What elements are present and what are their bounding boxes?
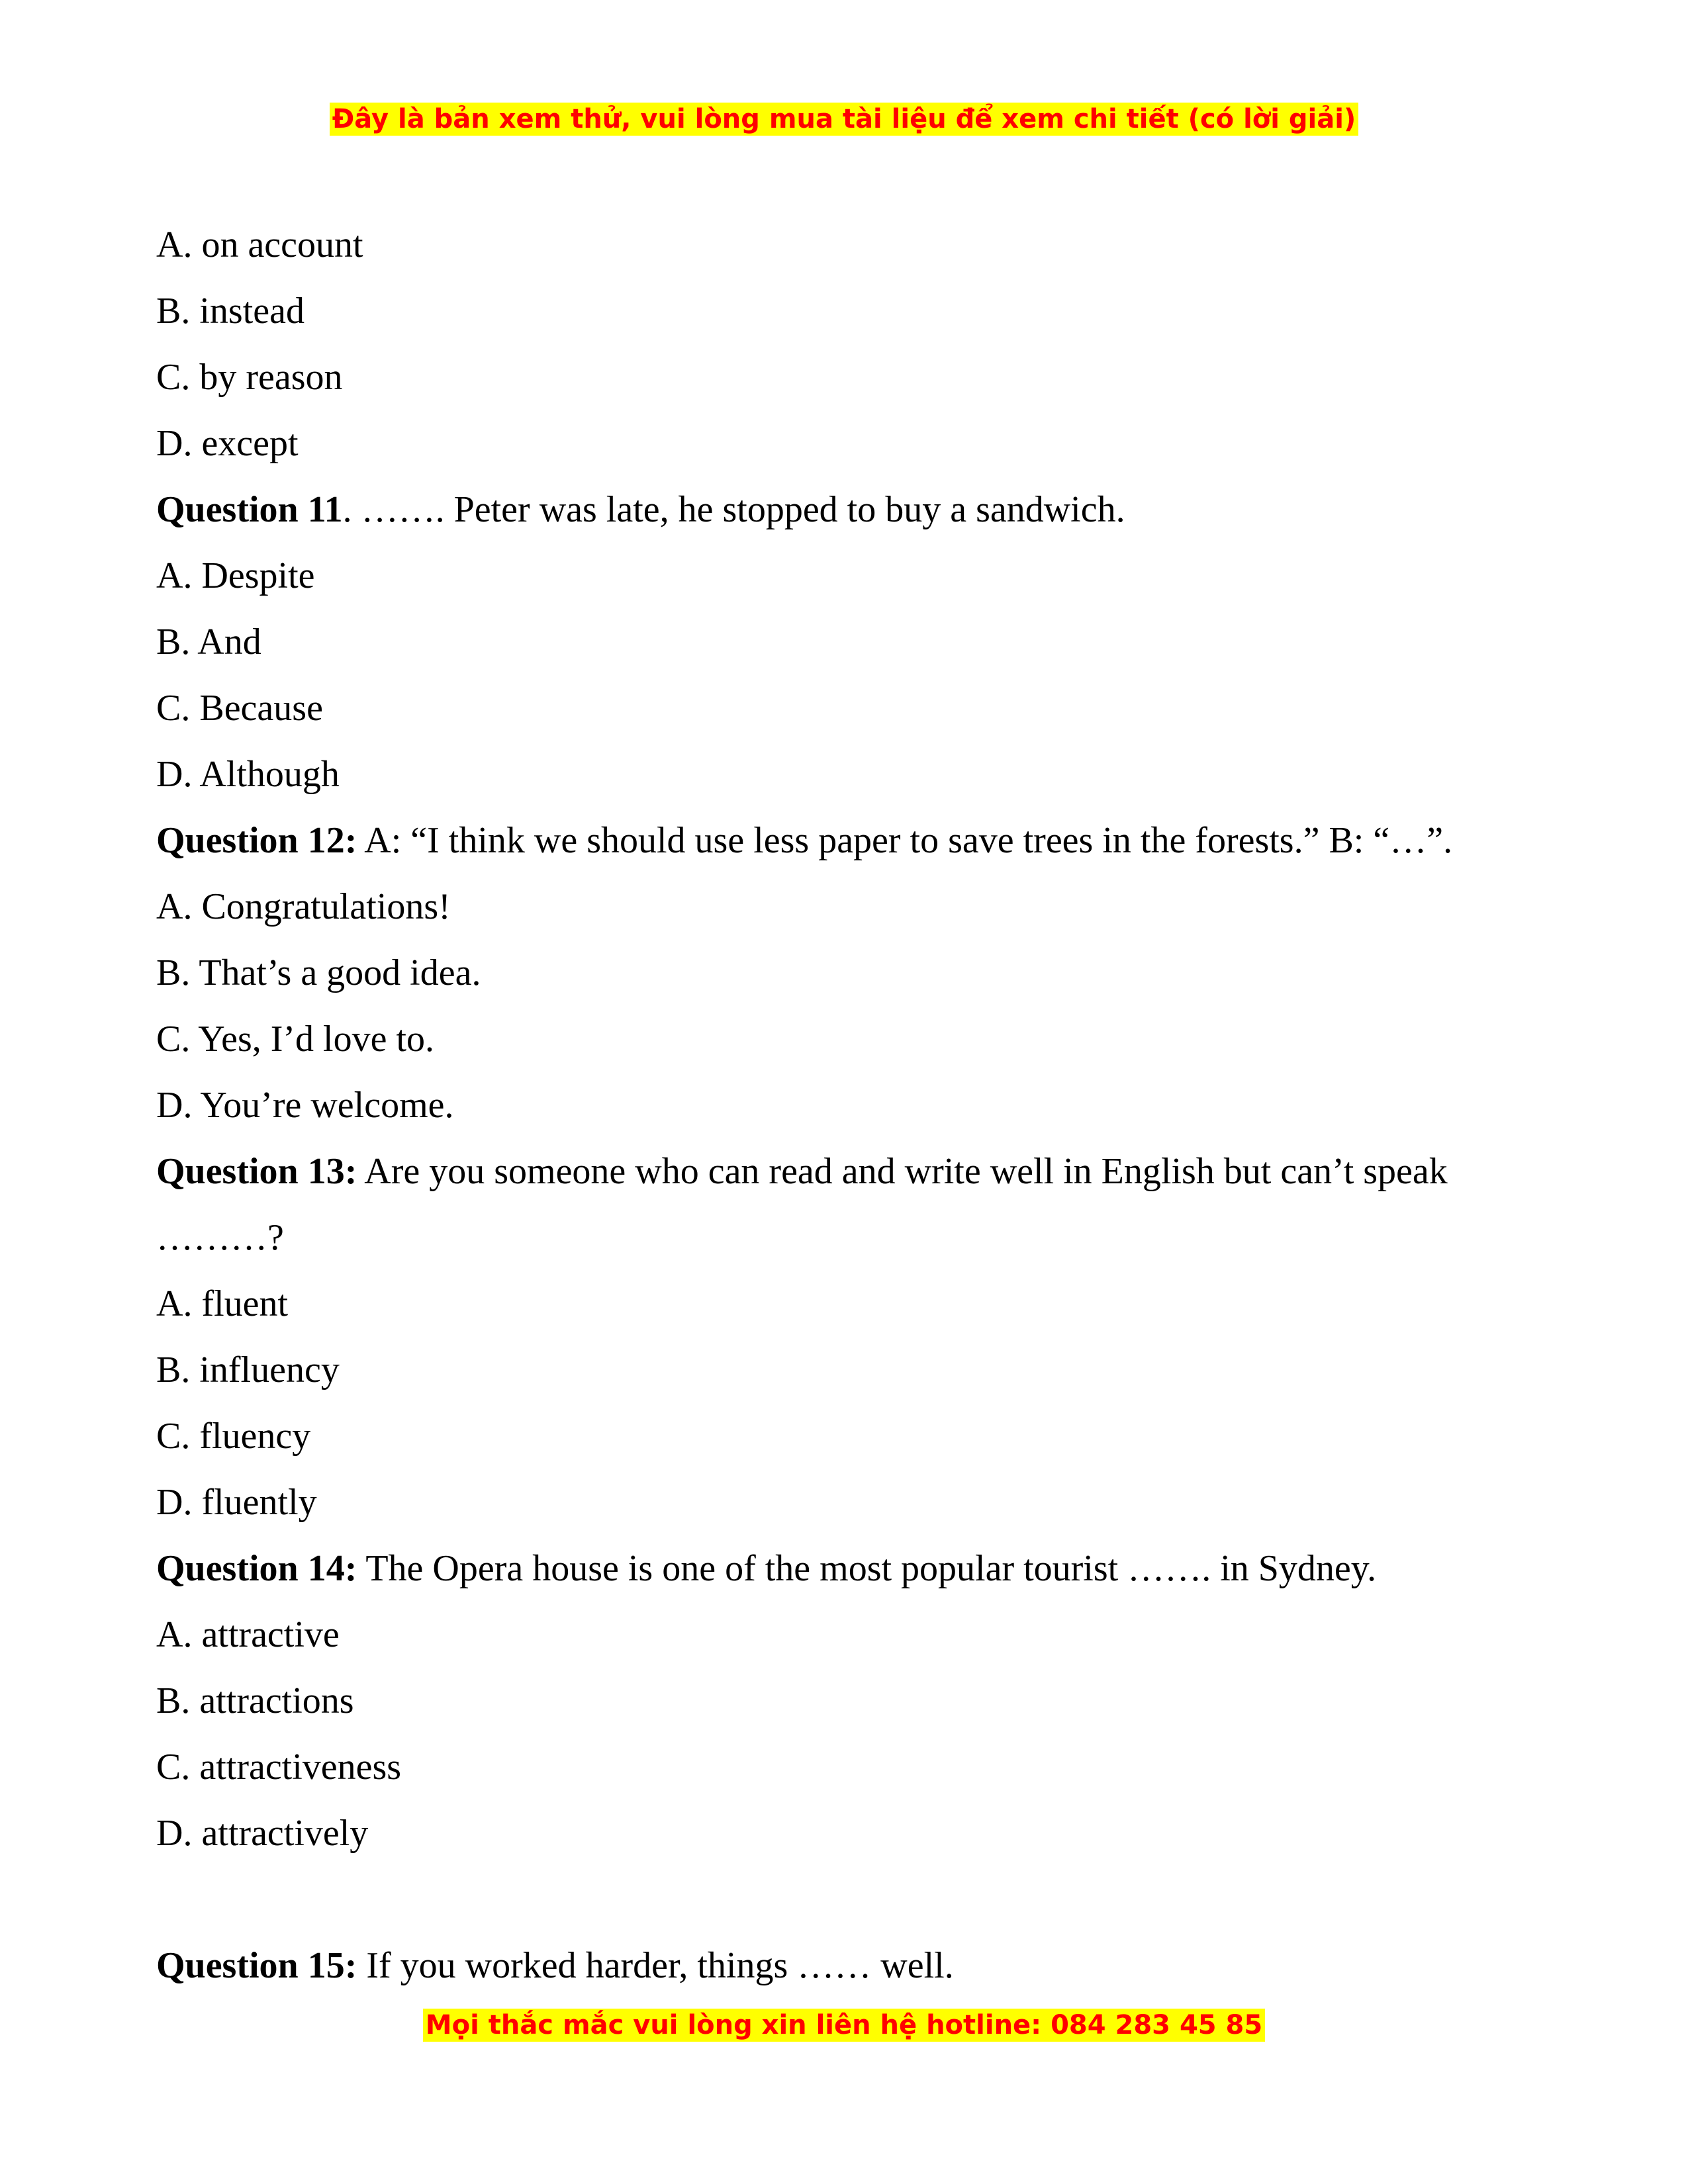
hotline-notice-banner	[0, 2007, 1688, 2044]
q10-option-c: C. by reason	[156, 357, 343, 398]
hotline-notice-text: Mọi thắc mắc vui lòng xin liên hệ hotline: 084 283 45 85	[423, 2009, 1265, 2042]
q11-option-c: C. Because	[156, 688, 323, 729]
q14-option-a: A. attractive	[156, 1614, 340, 1655]
q13-option-b: B. influency	[156, 1349, 340, 1390]
q14-option-d: D. attractively	[156, 1813, 369, 1854]
q14-option-c: C. attractiveness	[156, 1747, 402, 1788]
question-12-text: A: “I think we should use less paper to save trees in the forests.” B: “…”.	[357, 820, 1453, 861]
question-11	[156, 477, 1533, 543]
question-12	[156, 807, 1533, 874]
question-13-text: Are you someone who can read and write well in English but can’t speak	[357, 1151, 1448, 1192]
q10-option-b: B. instead	[156, 291, 305, 332]
preview-notice-text: Đây là bản xem thử, vui lòng mua tài liệu để xem chi tiết (có lời giải)	[330, 103, 1358, 136]
question-12-label: Question 12:	[156, 820, 357, 861]
q10-option-a: A. on account	[156, 224, 363, 265]
question-14-text: The Opera house is one of the most popular tourist ……. in Sydney.	[357, 1548, 1377, 1589]
question-14-label: Question 14:	[156, 1548, 357, 1589]
question-15	[156, 1933, 1533, 1999]
preview-notice-banner	[0, 101, 1688, 138]
q10-option-d: D. except	[156, 423, 299, 464]
q11-option-d: D. Although	[156, 754, 340, 795]
q13-option-d: D. fluently	[156, 1482, 317, 1523]
q12-option-d: D. You’re welcome.	[156, 1085, 454, 1126]
q12-option-b: B. That’s a good idea.	[156, 952, 481, 993]
question-13-text-continued: ………?	[156, 1217, 284, 1258]
question-15-text: If you worked harder, things …… well.	[357, 1945, 954, 1986]
question-content	[156, 212, 1533, 1999]
question-13-label: Question 13:	[156, 1151, 357, 1192]
question-11-text: . ……. Peter was late, he stopped to buy a sandwich.	[342, 489, 1125, 530]
q13-option-a: A. fluent	[156, 1283, 289, 1324]
question-15-label: Question 15:	[156, 1945, 357, 1986]
question-14	[156, 1535, 1533, 1602]
q12-option-c: C. Yes, I’d love to.	[156, 1019, 435, 1060]
q14-option-b: B. attractions	[156, 1680, 354, 1721]
q11-option-a: A. Despite	[156, 555, 315, 596]
question-13	[156, 1138, 1533, 1205]
q13-option-c: C. fluency	[156, 1416, 311, 1457]
q11-option-b: B. And	[156, 621, 261, 662]
question-11-label: Question 11	[156, 489, 343, 530]
q12-option-a: A. Congratulations!	[156, 886, 451, 927]
